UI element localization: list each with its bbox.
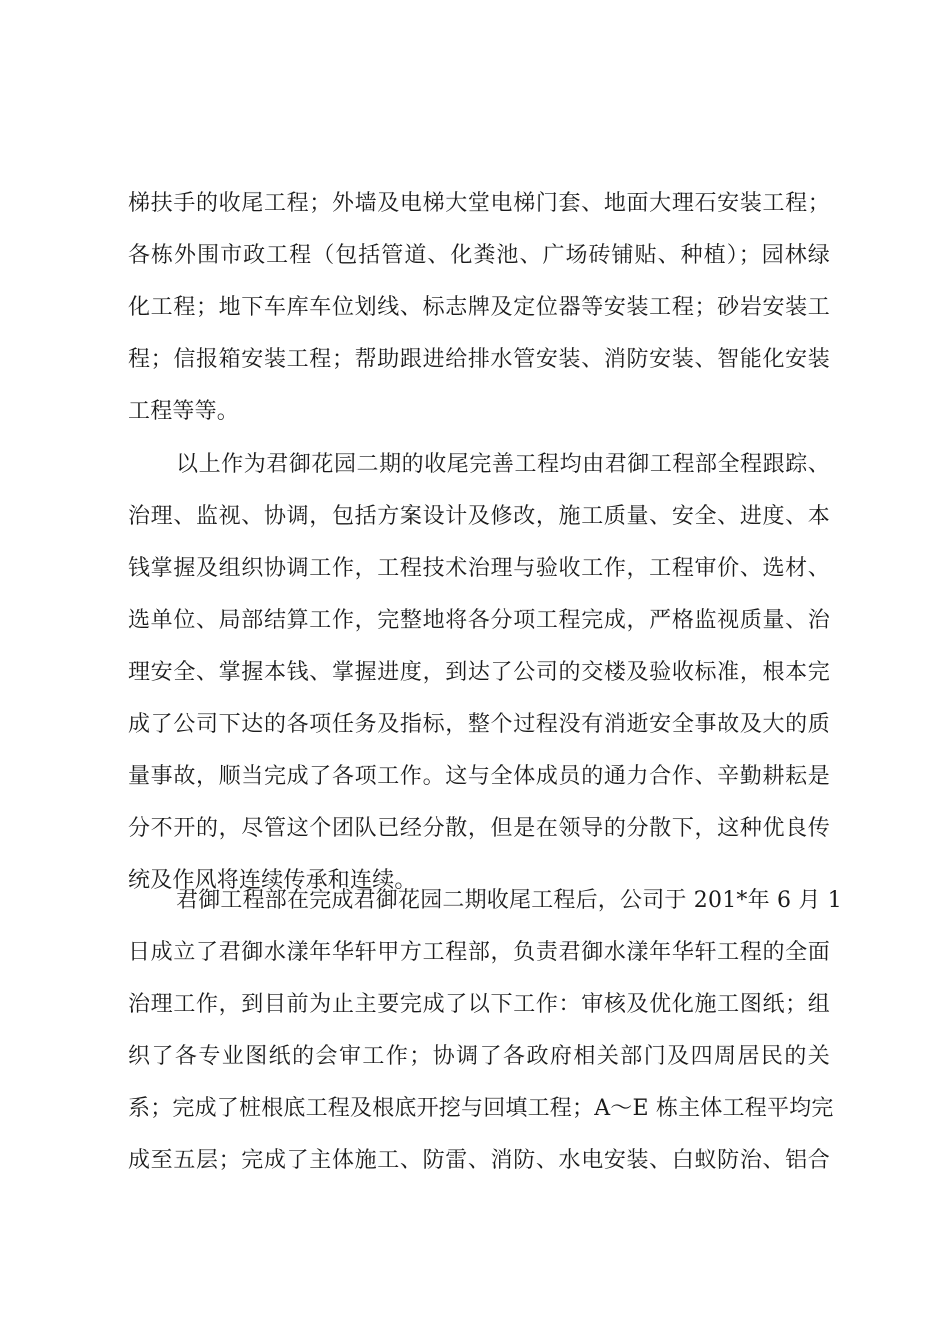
paragraph-1 — [128, 178, 830, 438]
text-line: 织了各专业图纸的会审工作；协调了各政府相关部门及四周居民的关 — [128, 1044, 830, 1069]
text-line: 统及作风将连续传承和连续。 — [128, 868, 417, 893]
text-line: 成了公司下达的各项任务及指标，整个过程没有消逝安全事故及大的质 — [128, 712, 830, 737]
text-line: 治理工作，到目前为止主要完成了以下工作：审核及优化施工图纸；组 — [128, 992, 830, 1017]
text-line: 各栋外围市政工程（包括管道、化粪池、广场砖铺贴、种植）；园林绿 — [128, 243, 830, 268]
text-line: 程；信报箱安装工程；帮助跟进给排水管安装、消防安装、智能化安装 — [128, 347, 830, 372]
text-line: 日成立了君御水漾年华轩甲方工程部，负责君御水漾年华轩工程的全面 — [128, 940, 830, 965]
text-line: 梯扶手的收尾工程；外墙及电梯大堂电梯门套、地面大理石安装工程； — [128, 191, 830, 216]
text-line: 分不开的，尽管这个团队已经分散，但是在领导的分散下，这种优良传 — [128, 816, 830, 841]
text-line: 工程等等。 — [128, 399, 240, 424]
paragraph-2 — [128, 439, 830, 907]
text-line: 君御工程部在完成君御花园二期收尾工程后，公司于 201*年 6 月 1 — [176, 888, 842, 913]
text-line: 化工程；地下车库车位划线、标志牌及定位器等安装工程；砂岩安装工 — [128, 295, 830, 320]
text-line: 治理、监视、协调，包括方案设计及修改，施工质量、安全、进度、本 — [128, 504, 830, 529]
text-line: 系；完成了桩根底工程及根底开挖与回填工程；A～E 栋主体工程平均完 — [128, 1096, 834, 1121]
text-line: 理安全、掌握本钱、掌握进度，到达了公司的交楼及验收标准，根本完 — [128, 660, 830, 685]
text-line: 以上作为君御花园二期的收尾完善工程均由君御工程部全程跟踪、 — [176, 452, 830, 477]
text-line: 量事故，顺当完成了各项工作。这与全体成员的通力合作、辛勤耕耘是 — [128, 764, 830, 789]
text-line: 成至五层；完成了主体施工、防雷、消防、水电安装、白蚁防治、铝合 — [128, 1148, 830, 1173]
paragraph-3 — [128, 875, 842, 1187]
text-line: 选单位、局部结算工作，完整地将各分项工程完成，严格监视质量、治 — [128, 608, 830, 633]
text-line: 钱掌握及组织协调工作，工程技术治理与验收工作，工程审价、选材、 — [128, 556, 830, 581]
